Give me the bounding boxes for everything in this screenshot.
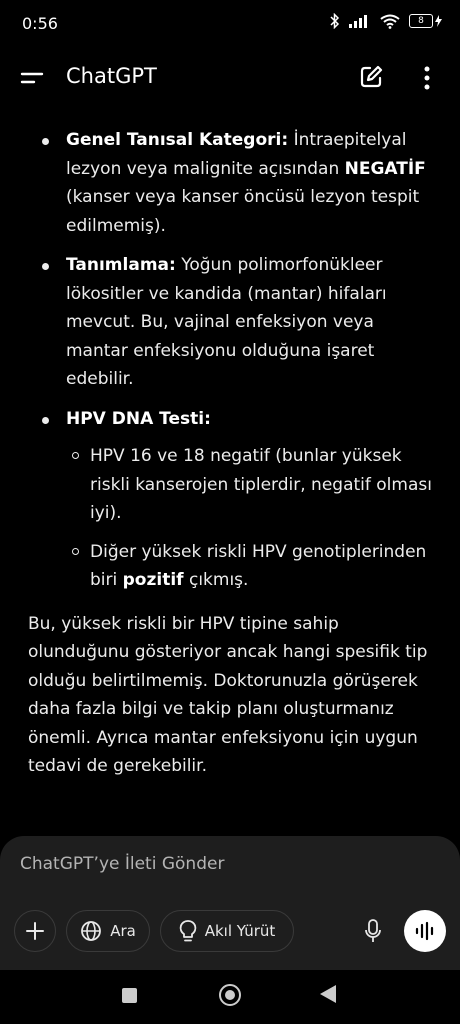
add-button[interactable]: [14, 910, 56, 952]
charging-icon: [435, 15, 442, 27]
bullet-label: Tanımlama:: [66, 255, 176, 275]
app-title: ChatGPT: [66, 64, 157, 88]
microphone-button[interactable]: [352, 910, 394, 952]
menu-button[interactable]: [18, 64, 46, 92]
sub-list: [66, 442, 436, 595]
wifi-icon: [380, 14, 400, 29]
battery-icon: [409, 14, 442, 28]
sub-item-emphasis: pozitif: [122, 570, 184, 590]
new-chat-button[interactable]: [357, 63, 385, 91]
assistant-message: [28, 126, 436, 781]
sub-list-item: [66, 442, 436, 528]
home-icon: [225, 990, 235, 1000]
waveform-icon: [414, 921, 436, 941]
sub-item-text: Diğer yüksek riskli HPV genotiplerinden biri: [90, 541, 427, 590]
status-bar: [0, 0, 460, 48]
search-label: Ara: [110, 922, 136, 940]
bullet-label: HPV DNA Testi:: [66, 408, 211, 429]
voice-mode-button[interactable]: [404, 910, 446, 952]
list-item: [28, 126, 436, 240]
bullet-text: İntraepitelyal lezyon veya malignite açısından: [66, 130, 407, 179]
search-button[interactable]: [66, 910, 150, 952]
microphone-icon: [363, 918, 383, 944]
bluetooth-icon: [330, 13, 340, 29]
list-item: [28, 405, 436, 595]
bullet-list: [28, 126, 436, 595]
bullet-label: Genel Tanısal Kategori:: [66, 130, 289, 150]
home-button[interactable]: [219, 984, 241, 1006]
status-time: 0:56: [22, 14, 58, 33]
bullet-text: (kanser veya kanser öncüsü lezyon tespit edilmemiş).: [66, 187, 420, 236]
lightbulb-icon: [179, 919, 197, 943]
app-bar: [0, 48, 460, 108]
reason-label: Akıl Yürüt: [204, 922, 276, 940]
composer: [0, 836, 460, 970]
reason-button[interactable]: [160, 910, 294, 952]
more-options-button[interactable]: [415, 63, 439, 93]
status-icons: [330, 13, 442, 29]
list-item: [28, 251, 436, 394]
bullet-text: Yoğun polimorfonükleer lökositler ve kandida (mantar) hifaları mevcut. Bu, vajinal enfeksiyon veya mantar enfeksiyonu olduğuna işaret edebilir.: [66, 255, 387, 389]
globe-icon: [80, 920, 102, 942]
more-vertical-icon: [415, 63, 439, 93]
signal-icon: [349, 14, 371, 28]
message-input[interactable]: ChatGPT’ye İleti Gönder: [20, 854, 225, 874]
sub-item-text: HPV 16 ve 18 negatif (bunlar yüksek riskli kanserojen tiplerdir, negatif olması iyi).: [90, 446, 432, 523]
sub-list-item: [66, 538, 436, 595]
battery-level: 8: [409, 14, 433, 28]
menu-icon: [18, 64, 46, 92]
back-button[interactable]: [320, 985, 336, 1003]
edit-icon: [357, 63, 385, 91]
bullet-emphasis: NEGATİF: [344, 158, 426, 179]
message-paragraph: Bu, yüksek riskli bir HPV tipine sahip olunduğunu gösteriyor ancak hangi spesifik tip olduğu belirtilmemiş. Doktorunuzla görüşerek daha fazla bilgi ve takip planı oluşturmanız önemli. Ayrıca mantar enfeksiyonu için uygun tedavi de gerekebilir.: [28, 613, 428, 776]
sub-item-text: çıkmış.: [183, 570, 249, 590]
plus-icon: [25, 921, 45, 941]
recents-button[interactable]: [122, 988, 137, 1003]
